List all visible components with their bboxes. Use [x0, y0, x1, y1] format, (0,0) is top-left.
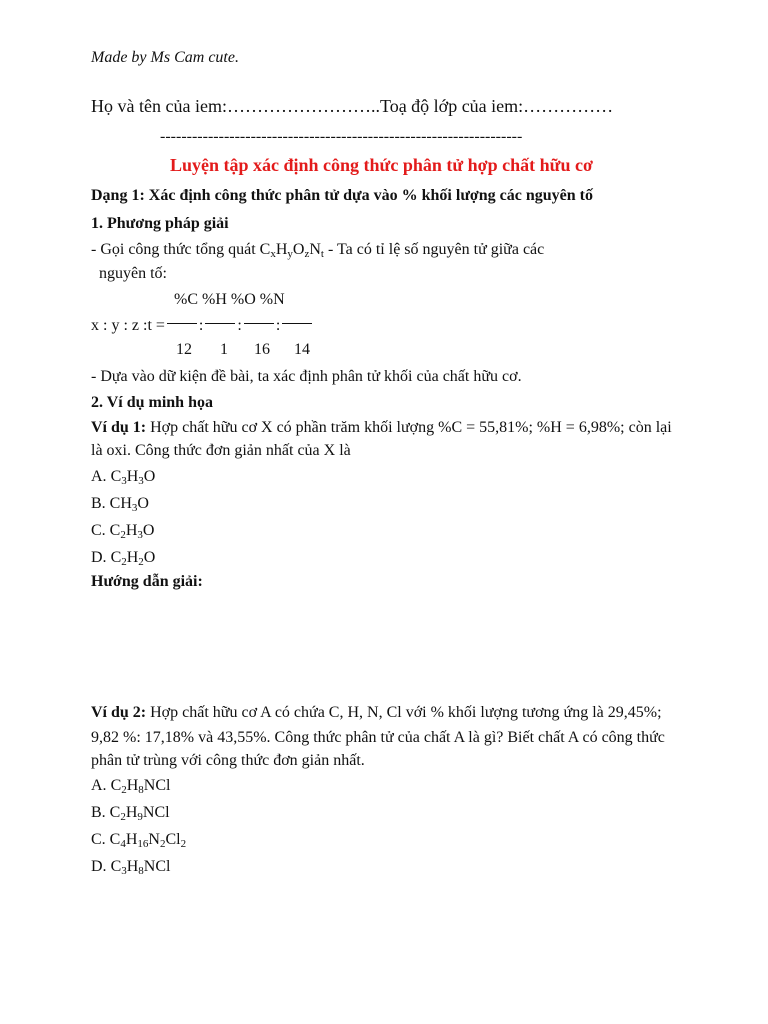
formula-element: H: [126, 549, 139, 566]
option-letter: A.: [91, 468, 111, 485]
formula-element: CH: [109, 495, 132, 512]
made-by: Made by Ms Cam cute.: [91, 49, 239, 66]
example1-option-b: [91, 494, 149, 514]
denom-h: 1: [220, 341, 228, 358]
formula-subscript: 9: [137, 811, 143, 823]
example2-line1: [91, 703, 662, 723]
formula-element: O: [143, 549, 156, 566]
formula-element: NCl: [143, 858, 171, 875]
formula-subscript: 3: [137, 529, 143, 541]
denom-o: 16: [254, 341, 270, 358]
formula-element: H: [125, 522, 138, 539]
formula-element: C: [110, 858, 122, 875]
formula-element: NCl: [142, 804, 170, 821]
method-line-2: nguyên tố:: [99, 265, 167, 282]
example2-option-b: [91, 803, 170, 823]
option-letter: B.: [91, 495, 110, 512]
formula-element: NCl: [143, 777, 171, 794]
option-letter: C.: [91, 831, 110, 848]
example1-line2: là oxi. Công thức đơn giản nhất của X là: [91, 442, 351, 459]
example1-label: Ví dụ 1:: [91, 419, 147, 436]
option-letter: D.: [91, 858, 111, 875]
dang-1: [91, 186, 593, 206]
option-letter: C.: [91, 522, 110, 539]
formula-subscript: 2: [121, 784, 127, 796]
method-line-3: - Dựa vào dữ kiện đề bài, ta xác định phân tử khối của chất hữu cơ.: [91, 368, 522, 385]
example1-line1: [91, 418, 672, 438]
formula-element: O: [137, 495, 149, 512]
dang-label: Dạng 1:: [91, 187, 145, 204]
formula-subscript: 4: [120, 838, 126, 850]
formula-element: O: [142, 522, 155, 539]
example2-option-c: [91, 830, 186, 850]
formula-element: C: [109, 831, 121, 848]
example2-option-d: [91, 857, 170, 877]
formula-subscript: 3: [138, 475, 144, 487]
formula-element: C: [109, 522, 121, 539]
example1-text: Hợp chất hữu cơ X có phần trăm khối lượng %C = 55,81%; %H = 6,98%; còn lại: [146, 419, 672, 436]
method-text-pre: - Gọi công thức tổng quát C: [91, 241, 271, 258]
denom-n: 14: [294, 341, 310, 358]
divider-line: --------------------------------------------------------------------: [160, 128, 523, 145]
formula-subscript: 2: [120, 811, 126, 823]
formula-element: H: [126, 858, 139, 875]
formula-element: C: [110, 549, 122, 566]
example2-text: Hợp chất hữu cơ A có chứa C, H, N, Cl với % khối lượng tương ứng là 29,45%;: [146, 704, 662, 721]
method-text-post: - Ta có tỉ lệ số nguyên tử giữa các: [323, 241, 545, 258]
example2-line3: phân tử trùng với công thức đơn giản nhất.: [91, 752, 365, 769]
frac-bar: [167, 323, 197, 324]
method-line-1: - Gọi công thức tổng quát $C_xH_yO_zN_t$ - Ta có tỉ lệ số nguyên tử giữa các: [91, 241, 545, 260]
option-letter: D.: [91, 549, 111, 566]
example1-option-d: [91, 548, 155, 568]
dang-text: Xác định công thức phân tử dựa vào % khối lượng các nguyên tố: [144, 187, 594, 204]
option-letter: B.: [91, 804, 110, 821]
example2-line2: 9,82 %: 17,18% và 43,55%. Công thức phân tử của chất A là gì? Biết chất A có công thức: [91, 729, 665, 746]
formula-element: O: [143, 468, 156, 485]
formula-subscript: 16: [137, 838, 149, 850]
name-class-line: Họ và tên của iem:……………………..Toạ độ lớp của iem:……………: [91, 96, 614, 116]
formula-subscript: 2: [121, 556, 127, 568]
formula-subscript: 2: [180, 838, 187, 850]
formula-subscript: 8: [138, 865, 144, 877]
frac-bar: [205, 323, 235, 324]
formula-subscript: 3: [121, 475, 127, 487]
formula-subscript: 3: [131, 502, 138, 514]
frac-bar: [244, 323, 274, 324]
guide-heading: Hướng dẫn giải:: [91, 573, 203, 590]
formula-subscript: 8: [138, 784, 144, 796]
formula-numerators: %C %H %O %N: [174, 291, 285, 308]
formula-subscript: 2: [120, 529, 126, 541]
example2-label: Ví dụ 2:: [91, 704, 147, 721]
formula-element: H: [125, 804, 138, 821]
formula-element: C: [110, 468, 122, 485]
formula-denominators: [176, 340, 310, 360]
formula-element: Cl: [165, 831, 181, 848]
formula-subscript: 2: [138, 556, 144, 568]
formula-element: H: [126, 777, 139, 794]
formula-element: N: [148, 831, 160, 848]
formula-element: C: [109, 804, 121, 821]
example2-option-a: [91, 776, 170, 796]
option-letter: A.: [91, 777, 111, 794]
formula-lhs: x : y : z :t =: [91, 317, 165, 334]
example1-option-a: [91, 467, 155, 487]
formula-equation: x : y : z :t = : : :: [91, 316, 314, 336]
example1-option-c: [91, 521, 154, 541]
denom-c: 12: [176, 341, 192, 358]
example-heading: 2. Ví dụ minh họa: [91, 394, 213, 411]
page-title: Luyện tập xác định công thức phân tử hợp chất hữu cơ: [170, 155, 593, 175]
formula-subscript: 3: [121, 865, 127, 877]
frac-bar: [282, 323, 312, 324]
formula-element: H: [125, 831, 138, 848]
formula-subscript: 2: [159, 838, 166, 850]
formula-element: H: [126, 468, 139, 485]
method-heading: 1. Phương pháp giải: [91, 215, 229, 232]
formula-element: C: [110, 777, 122, 794]
